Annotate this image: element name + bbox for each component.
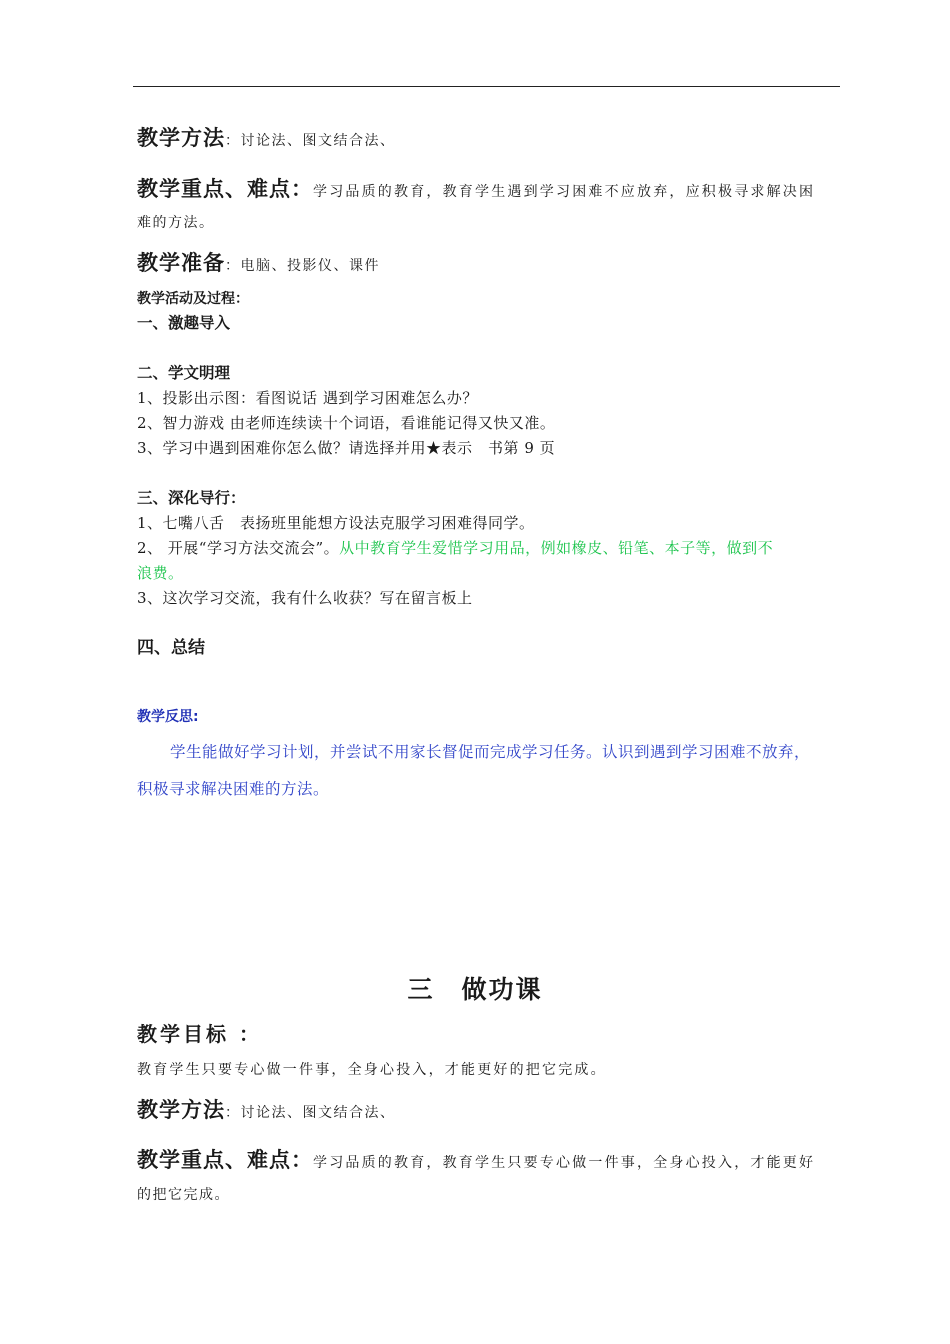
- key-points-label: 教学重点、难点：: [137, 177, 313, 201]
- teaching-method-line-2: [137, 1100, 396, 1121]
- preparation-line: [137, 253, 380, 274]
- key-points-value-cont: 难的方法。: [137, 215, 215, 231]
- part-three-item-2-highlight: 从中教育学生爱惜学习用品，例如橡皮、铅笔、本子等，做到不: [339, 539, 774, 557]
- reflection-label: 教学反思:: [137, 709, 199, 725]
- part-three-heading: 三、深化导行：: [137, 489, 246, 507]
- teaching-goal-value: 教育学生只要专心做一件事，全身心投入，才能更好的把它完成。: [137, 1062, 607, 1078]
- part-three-item-2: [137, 541, 773, 556]
- key-points-label-2: 教学重点、难点：: [137, 1148, 313, 1172]
- preparation-value: ：电脑、投影仪、课件: [225, 258, 380, 274]
- part-three-item-1: 1、七嘴八舌 表扬班里能想方设法克服学习困难得同学。: [137, 514, 535, 532]
- part-three-item-2-text: 2、 开展“学习方法交流会”。: [137, 539, 340, 557]
- reflection-text-cont: 积极寻求解决困难的方法。: [137, 780, 330, 798]
- part-three-item-3: 3、这次学习交流，我有什么收获？写在留言板上: [137, 589, 473, 607]
- part-two-item-1: 1、投影出示图：看图说话 遇到学习困难怎么办？: [137, 389, 478, 407]
- key-points-line-2: [137, 1150, 815, 1171]
- key-points-value-2: 学习品质的教育，教育学生只要专心做一件事，全身心投入，才能更好: [313, 1155, 816, 1171]
- reflection-text: 学生能做好学习计划，并尝试不用家长督促而完成学习任务。认识到遇到学习困难不放弃，: [170, 743, 811, 761]
- lesson-title: 三 做功课: [407, 975, 543, 1004]
- part-two-heading: 二、学文明理: [137, 364, 231, 382]
- teaching-method-value-2: ：讨论法、图文结合法、: [225, 1105, 396, 1121]
- key-points-value: 学习品质的教育，教育学生遇到学习困难不应放弃，应积极寻求解决困: [313, 184, 816, 200]
- key-points-value-2-cont: 的把它完成。: [137, 1187, 230, 1203]
- part-three-item-2-highlight-cont: 浪费。: [137, 564, 184, 582]
- part-four-heading: 四、总结: [137, 638, 205, 658]
- activity-process-label: 教学活动及过程：: [137, 291, 249, 307]
- header-rule: [133, 86, 840, 87]
- teaching-method-label-2: 教学方法: [137, 1098, 225, 1122]
- teaching-method-value: ：讨论法、图文结合法、: [225, 133, 396, 149]
- teaching-method-label: 教学方法: [137, 126, 225, 150]
- teaching-goal-label: 教学目标 ：: [137, 1022, 262, 1046]
- part-two-item-2: 2、智力游戏 由老师连续读十个词语，看谁能记得又快又准。: [137, 414, 556, 432]
- preparation-label: 教学准备: [137, 251, 225, 275]
- part-one-heading: 一、激趣导入: [137, 314, 231, 332]
- key-points-line: [137, 179, 815, 200]
- part-two-item-3: 3、学习中遇到困难你怎么做？请选择并用★表示 书第 9 页: [137, 439, 556, 457]
- teaching-method-line: [137, 128, 396, 149]
